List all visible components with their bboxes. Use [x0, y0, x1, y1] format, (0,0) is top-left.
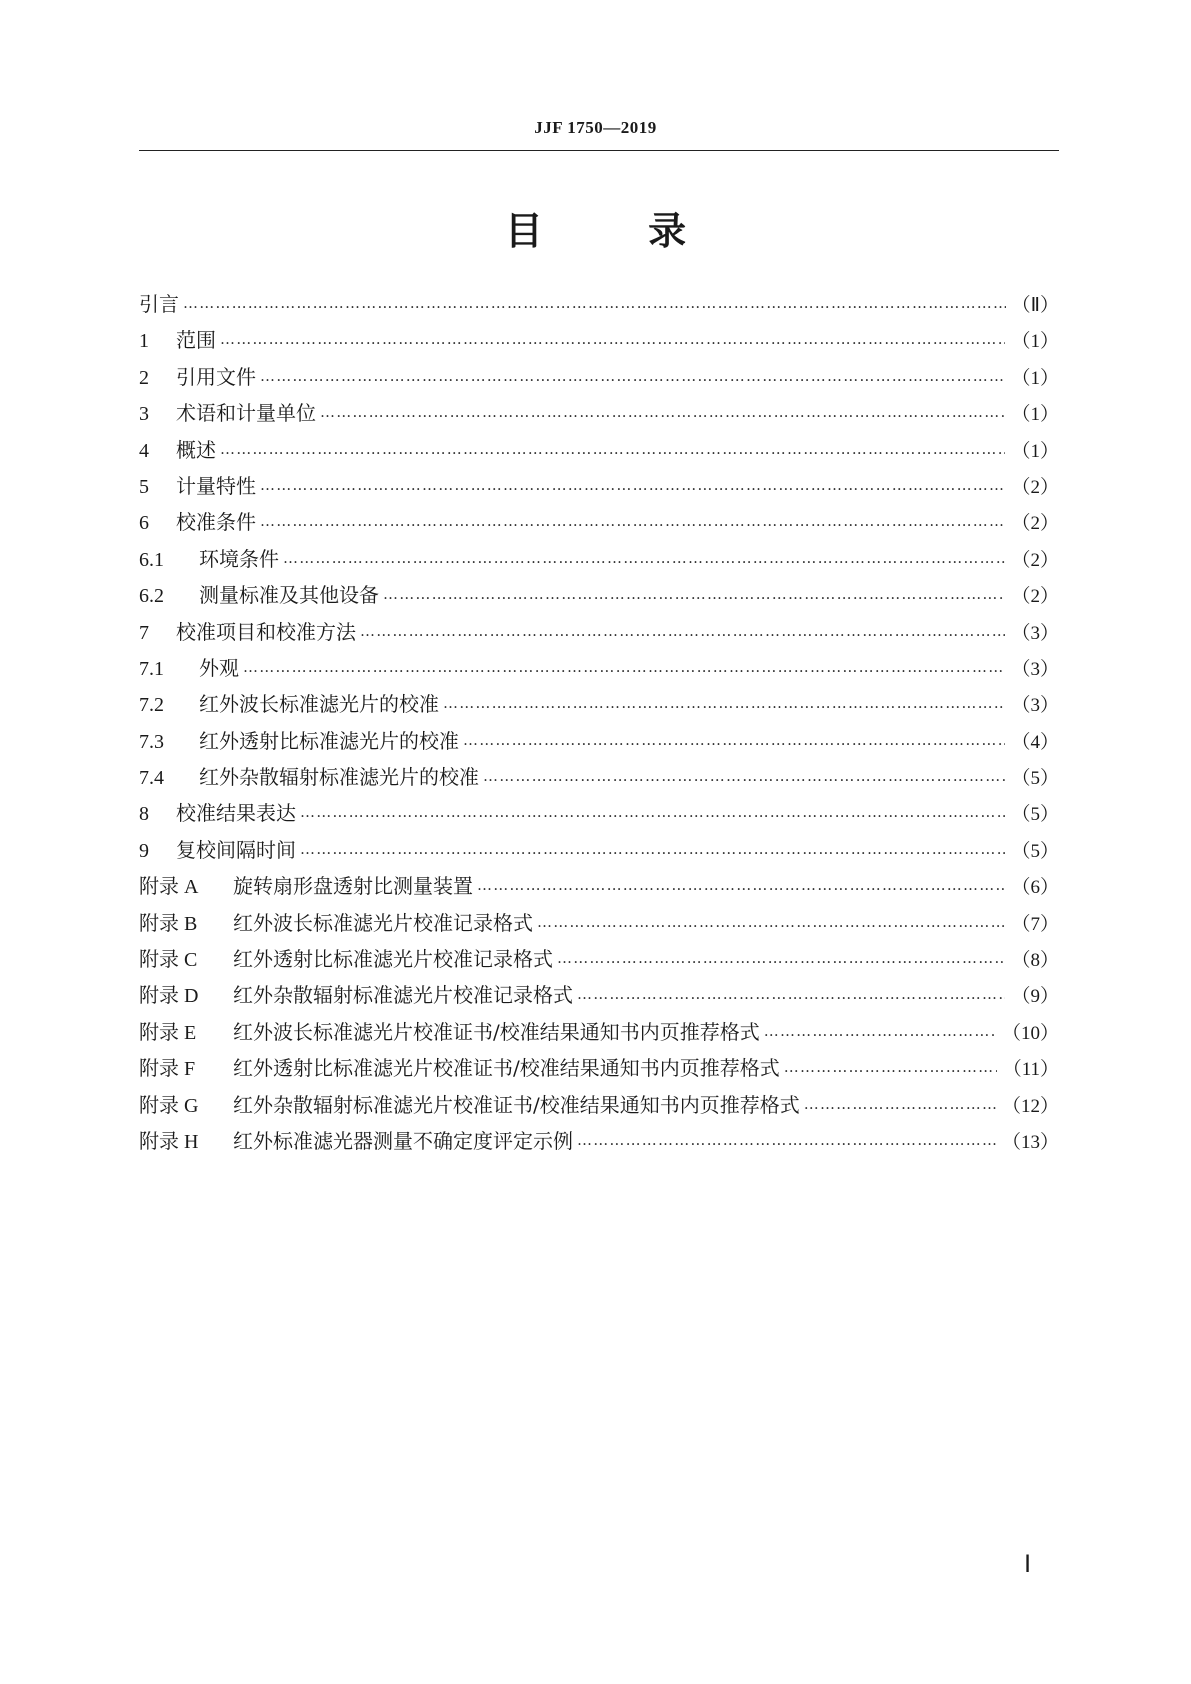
toc-entry[interactable] — [139, 470, 1059, 506]
toc-page: （4） — [1011, 731, 1059, 753]
toc-label: 外观 — [199, 655, 239, 680]
toc-label: 红外标准滤光器测量不确定度评定示例 — [233, 1128, 573, 1153]
toc-leader-dots — [477, 876, 1005, 894]
toc-label: 校准结果表达 — [176, 801, 296, 826]
toc-label: 校准条件 — [176, 510, 256, 535]
toc-label: 红外波长标准滤光片的校准 — [199, 692, 439, 717]
toc-leader-dots — [443, 694, 1005, 712]
toc-leader-dots — [300, 803, 1005, 821]
toc-leader-dots — [220, 440, 1005, 458]
toc-number: 附录 E — [139, 1021, 197, 1044]
toc-page: （3） — [1011, 658, 1059, 680]
toc-number: 8 — [139, 803, 149, 826]
toc-number: 9 — [139, 839, 149, 862]
toc-leader-dots — [300, 840, 1005, 858]
toc-number: 5 — [139, 475, 149, 498]
toc-number: 7.1 — [139, 657, 164, 680]
toc-page: （5） — [1011, 840, 1059, 862]
toc-leader-dots — [804, 1095, 996, 1113]
toc-label: 概述 — [176, 437, 216, 462]
toc-number: 附录 G — [139, 1094, 199, 1117]
toc-entry[interactable] — [139, 688, 1059, 724]
toc-number: 2 — [139, 366, 149, 389]
table-of-contents — [139, 288, 1059, 1161]
toc-number: 6.2 — [139, 585, 164, 608]
toc-number: 7.2 — [139, 694, 164, 717]
toc-page: （11） — [1002, 1059, 1059, 1081]
toc-entry[interactable] — [139, 797, 1059, 833]
toc-page: （9） — [1011, 986, 1059, 1008]
toc-entry[interactable] — [139, 870, 1059, 906]
toc-number: 附录 B — [139, 912, 198, 935]
toc-entry[interactable] — [139, 1016, 1059, 1052]
toc-entry[interactable] — [139, 943, 1059, 979]
toc-page: （1） — [1011, 331, 1059, 353]
toc-number: 7 — [139, 621, 149, 644]
toc-label: 测量标准及其他设备 — [199, 583, 379, 608]
toc-page: （2） — [1011, 476, 1059, 498]
toc-label: 红外波长标准滤光片校准记录格式 — [233, 910, 533, 935]
toc-entry[interactable] — [139, 979, 1059, 1015]
toc-label: 红外透射比标准滤光片校准证书/校准结果通知书内页推荐格式 — [233, 1056, 780, 1081]
toc-entry[interactable] — [139, 288, 1059, 324]
toc-leader-dots — [283, 549, 1005, 567]
toc-number: 7.3 — [139, 730, 164, 753]
page-title-char-2: 录 — [648, 209, 687, 253]
toc-entry[interactable] — [139, 1052, 1059, 1088]
toc-page: （10） — [1001, 1022, 1059, 1044]
toc-leader-dots — [764, 1022, 996, 1040]
toc-page: （1） — [1011, 367, 1059, 389]
toc-label: 红外杂散辐射标准滤光片的校准 — [199, 765, 479, 790]
toc-page: （2） — [1011, 586, 1059, 608]
toc-entry[interactable] — [139, 579, 1059, 615]
toc-page: （6） — [1011, 877, 1059, 899]
toc-leader-dots — [320, 403, 1005, 421]
toc-leader-dots — [243, 658, 1005, 676]
toc-leader-dots — [383, 585, 1005, 603]
toc-page: （13） — [1001, 1131, 1059, 1153]
toc-label: 红外透射比标准滤光片的校准 — [199, 728, 459, 753]
toc-entry[interactable] — [139, 616, 1059, 652]
toc-leader-dots — [260, 367, 1005, 385]
toc-leader-dots — [183, 294, 1006, 312]
toc-entry[interactable] — [139, 397, 1059, 433]
page-title-char-1: 目 — [504, 209, 543, 253]
toc-label: 红外杂散辐射标准滤光片校准证书/校准结果通知书内页推荐格式 — [233, 1092, 800, 1117]
toc-leader-dots — [463, 731, 1005, 749]
toc-label: 红外波长标准滤光片校准证书/校准结果通知书内页推荐格式 — [233, 1019, 760, 1044]
toc-label: 复校间隔时间 — [176, 837, 296, 862]
toc-label: 红外透射比标准滤光片校准记录格式 — [233, 947, 553, 972]
toc-label: 环境条件 — [199, 546, 279, 571]
toc-page: （7） — [1011, 913, 1059, 935]
toc-number: 附录 D — [139, 985, 199, 1008]
toc-leader-dots — [784, 1058, 997, 1076]
toc-label: 引言 — [139, 292, 179, 316]
toc-page: （Ⅱ） — [1011, 295, 1059, 316]
toc-entry[interactable] — [139, 834, 1059, 870]
toc-label: 术语和计量单位 — [176, 401, 316, 426]
toc-page: （3） — [1011, 695, 1059, 717]
toc-number: 附录 C — [139, 949, 198, 972]
toc-leader-dots — [537, 913, 1005, 931]
toc-page: （5） — [1011, 804, 1059, 826]
toc-page: （12） — [1001, 1095, 1059, 1117]
toc-entry[interactable] — [139, 1089, 1059, 1125]
toc-label: 引用文件 — [176, 364, 256, 389]
toc-page: （2） — [1011, 549, 1059, 571]
toc-label: 范围 — [176, 328, 216, 353]
toc-number: 4 — [139, 439, 149, 462]
page-title — [0, 200, 1191, 255]
toc-leader-dots — [260, 476, 1005, 494]
toc-number: 3 — [139, 403, 149, 426]
toc-number: 附录 A — [139, 876, 199, 899]
toc-entry[interactable] — [139, 324, 1059, 360]
toc-entry[interactable] — [139, 361, 1059, 397]
toc-page: （1） — [1011, 440, 1059, 462]
toc-page: （3） — [1011, 622, 1059, 644]
toc-page: （5） — [1011, 768, 1059, 790]
toc-number: 1 — [139, 330, 149, 353]
toc-leader-dots — [220, 330, 1005, 348]
toc-entry[interactable] — [139, 907, 1059, 943]
toc-number: 7.4 — [139, 767, 164, 790]
toc-entry[interactable] — [139, 725, 1059, 761]
toc-leader-dots — [577, 1131, 996, 1149]
toc-entry[interactable] — [139, 434, 1059, 470]
toc-leader-dots — [557, 949, 1005, 967]
toc-leader-dots — [260, 512, 1005, 530]
toc-leader-dots — [483, 767, 1005, 785]
standard-code-header: JJF 1750—2019 — [534, 118, 657, 137]
toc-number: 6.1 — [139, 548, 164, 571]
toc-entry[interactable] — [139, 1125, 1059, 1161]
toc-page: （2） — [1011, 513, 1059, 535]
toc-label: 计量特性 — [176, 473, 256, 498]
toc-number: 附录 F — [139, 1058, 196, 1081]
toc-leader-dots — [577, 985, 1005, 1003]
toc-label: 校准项目和校准方法 — [176, 619, 356, 644]
toc-entry[interactable] — [139, 506, 1059, 542]
toc-entry[interactable] — [139, 652, 1059, 688]
toc-page: （8） — [1011, 950, 1059, 972]
page-folio: Ⅰ — [1024, 1552, 1032, 1578]
toc-label: 旋转扇形盘透射比测量装置 — [233, 874, 473, 899]
toc-label: 红外杂散辐射标准滤光片校准记录格式 — [233, 983, 573, 1008]
toc-page: （1） — [1011, 404, 1059, 426]
toc-entry[interactable] — [139, 761, 1059, 797]
toc-number: 6 — [139, 512, 149, 535]
toc-number: 附录 H — [139, 1130, 199, 1153]
header-rule — [139, 150, 1059, 151]
toc-leader-dots — [360, 622, 1005, 640]
toc-entry[interactable] — [139, 543, 1059, 579]
